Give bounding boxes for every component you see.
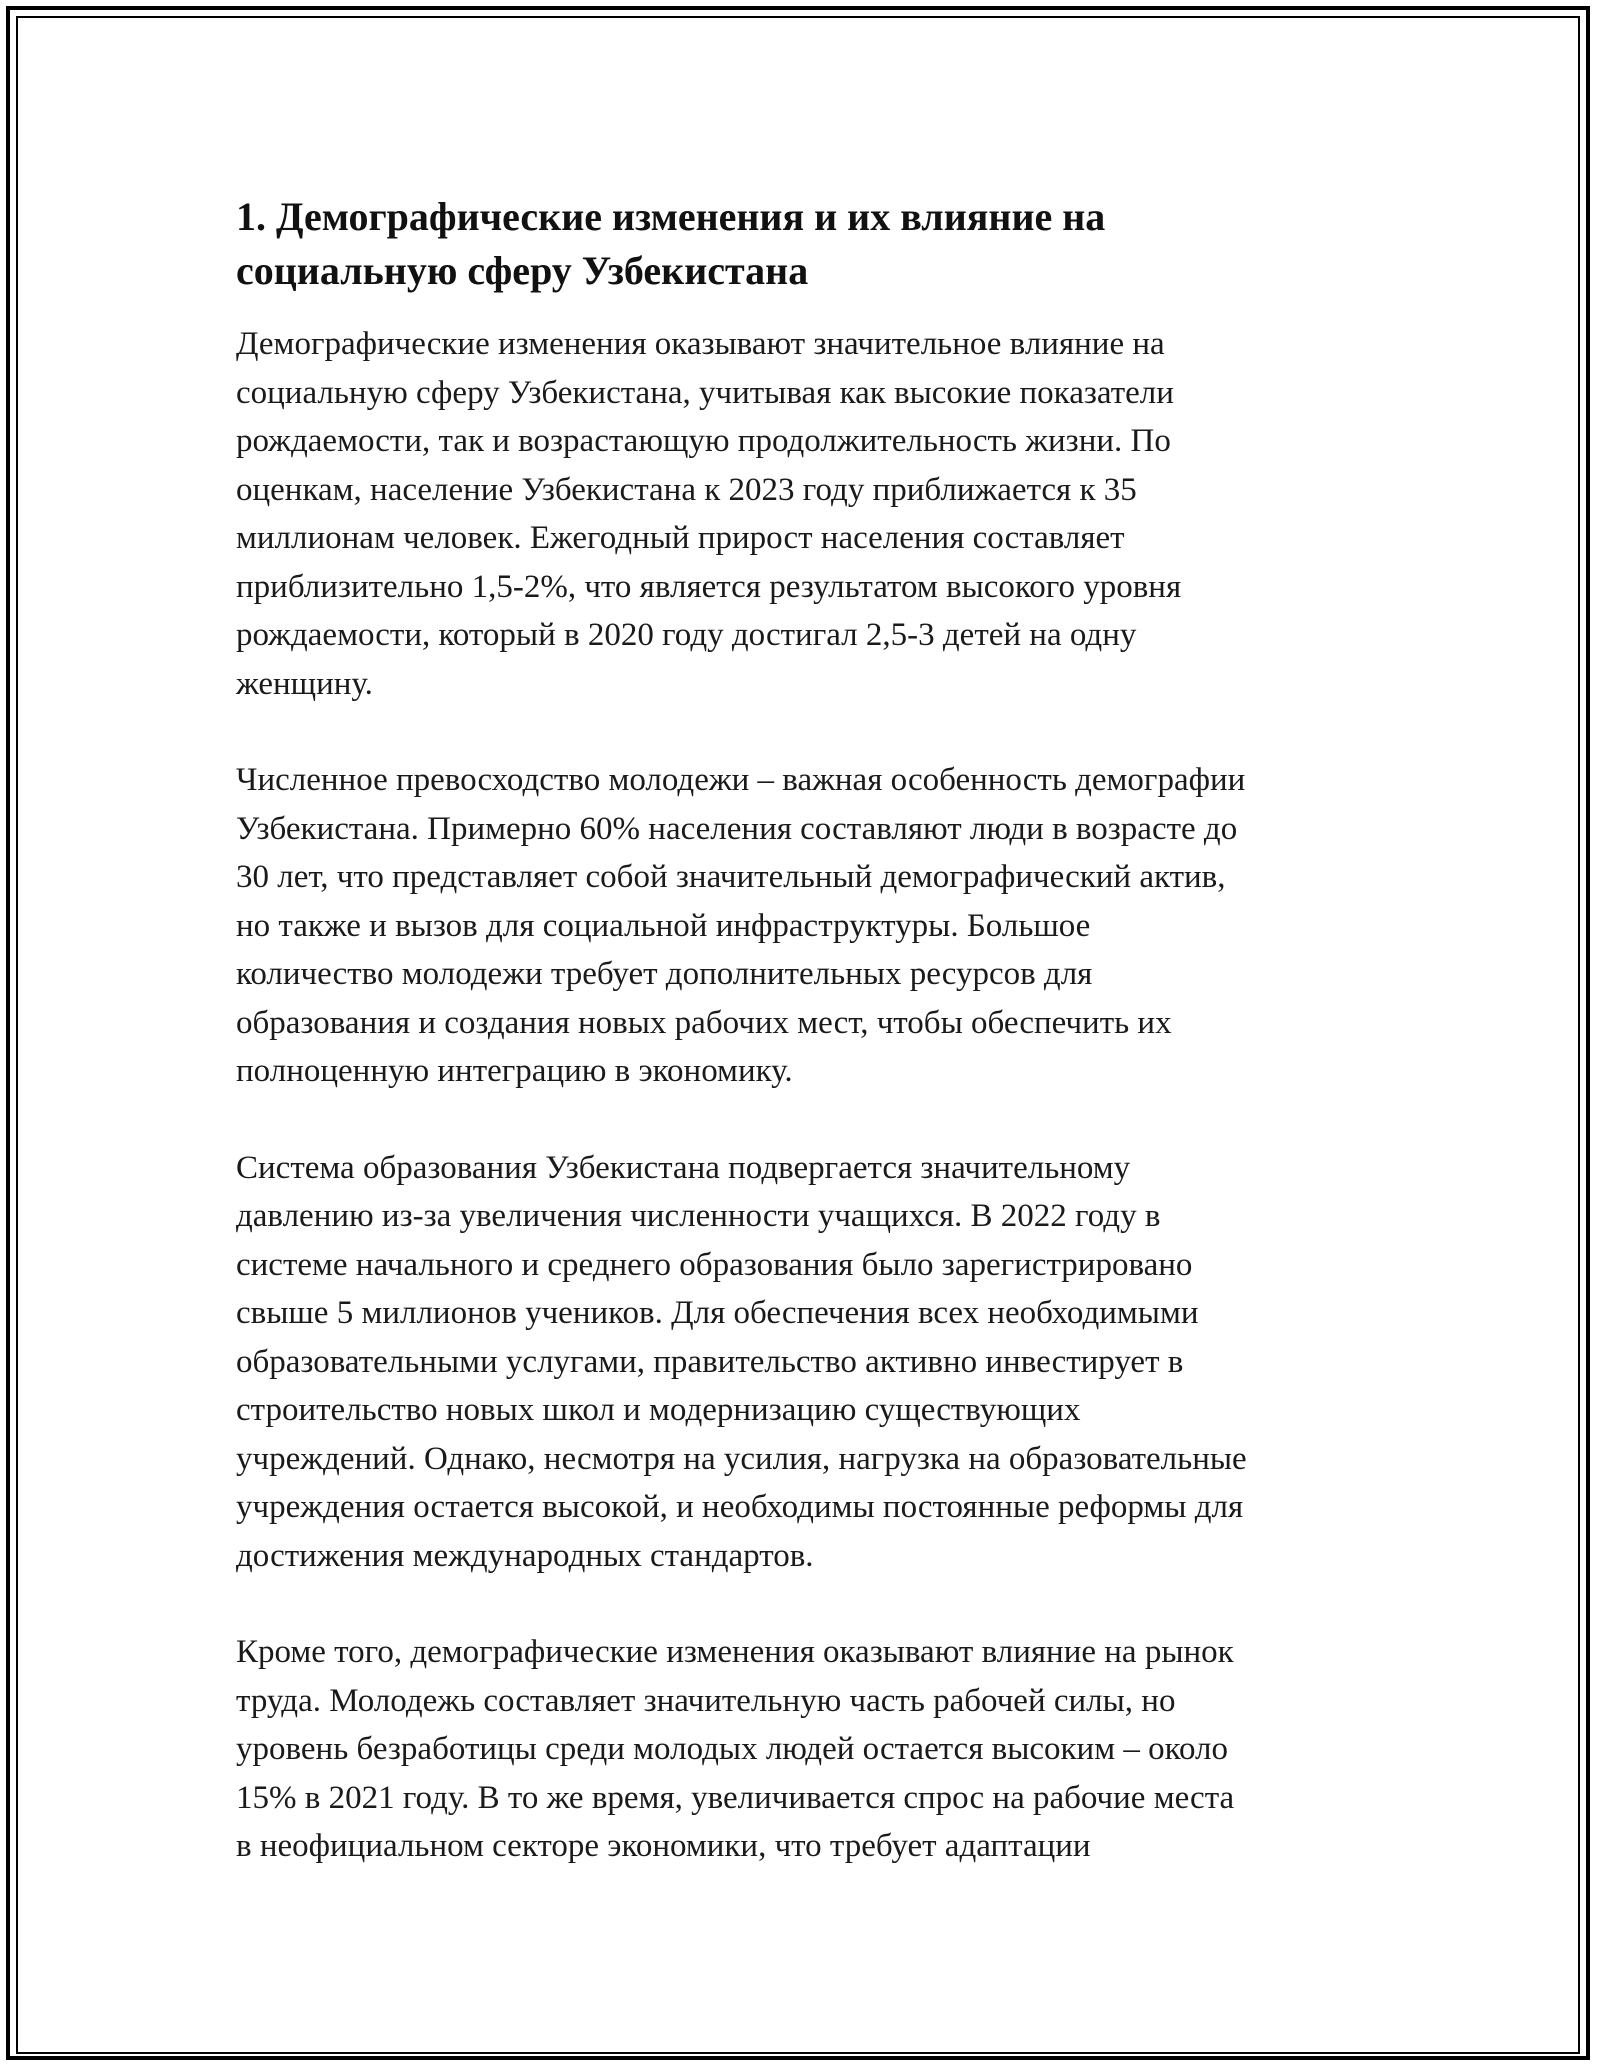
text-line: женщину. [236,665,373,702]
text-line: но также и вызов для социальной инфраструктуры. Большое [236,907,1091,944]
text-line: Система образования Узбекистана подвергается значительному [236,1149,1131,1186]
text-line: в неофициальном секторе экономики, что требует адаптации [236,1828,1091,1864]
heading-line: социальную сферу Узбекистана [236,248,809,293]
paragraph-education [236,1144,1386,1581]
text-line: количество молодежи требует дополнительных ресурсов для [236,956,1093,992]
text-line: Демографические изменения оказывают значительное влияние на [236,326,1165,362]
text-line: полноценную интеграцию в экономику. [236,1053,793,1089]
text-line: 30 лет, что представляет собой значительный демографический актив, [236,859,1226,895]
document-body [236,190,1386,1919]
text-line: Кроме того, демографические изменения оказывают влияние на рынок [236,1634,1234,1670]
text-line: труда. Молодежь составляет значительную часть рабочей силы, но [236,1682,1176,1719]
text-line: системе начального и среднего образования было зарегистрировано [236,1246,1193,1283]
paragraph-demographic-changes [236,320,1386,708]
text-line: достижения международных стандартов. [236,1537,814,1574]
paragraph-labor-market [236,1628,1386,1871]
text-line: миллионам человек. Ежегодный прирост населения составляет [236,520,1125,556]
text-line: давлению из-за увеличения численности учащихся. В 2022 году в [236,1198,1161,1234]
text-line: приблизительно 1,5-2%, что является результатом высокого уровня [236,568,1182,605]
text-line: строительство новых школ и модернизацию существующих [236,1392,1081,1428]
text-line: уровень безработицы среди молодых людей остается высоким – около [236,1731,1228,1767]
text-line: Численное превосходство молодежи – важная особенность демографии [236,762,1246,798]
text-line: рождаемости, который в 2020 году достигал 2,5-3 детей на одну [236,617,1137,653]
text-line: свыше 5 миллионов учеников. Для обеспечения всех необходимыми [236,1295,1199,1331]
text-line: социальную сферу Узбекистана, учитывая как высокие показатели [236,374,1174,411]
text-line: образования и создания новых рабочих мест, чтобы обеспечить их [236,1004,1172,1041]
text-line: 15% в 2021 году. В то же время, увеличивается спрос на рабочие места [236,1779,1235,1816]
text-line: Узбекистана. Примерно 60% населения составляют люди в возрасте до [236,810,1238,847]
text-line: оценкам, население Узбекистана к 2023 году приближается к 35 [236,471,1137,508]
text-line: рождаемости, так и возрастающую продолжительность жизни. По [236,423,1171,459]
text-line: учреждения остается высокой, и необходимы постоянные реформы для [236,1489,1244,1525]
text-line: образовательными услугами, правительство активно инвестирует в [236,1343,1184,1380]
heading-line: 1. Демографические изменения и их влияние на [236,194,1106,239]
section-heading [236,190,1386,298]
text-line: учреждений. Однако, несмотря на усилия, нагрузка на образовательные [236,1440,1247,1477]
paragraph-youth [236,756,1386,1096]
